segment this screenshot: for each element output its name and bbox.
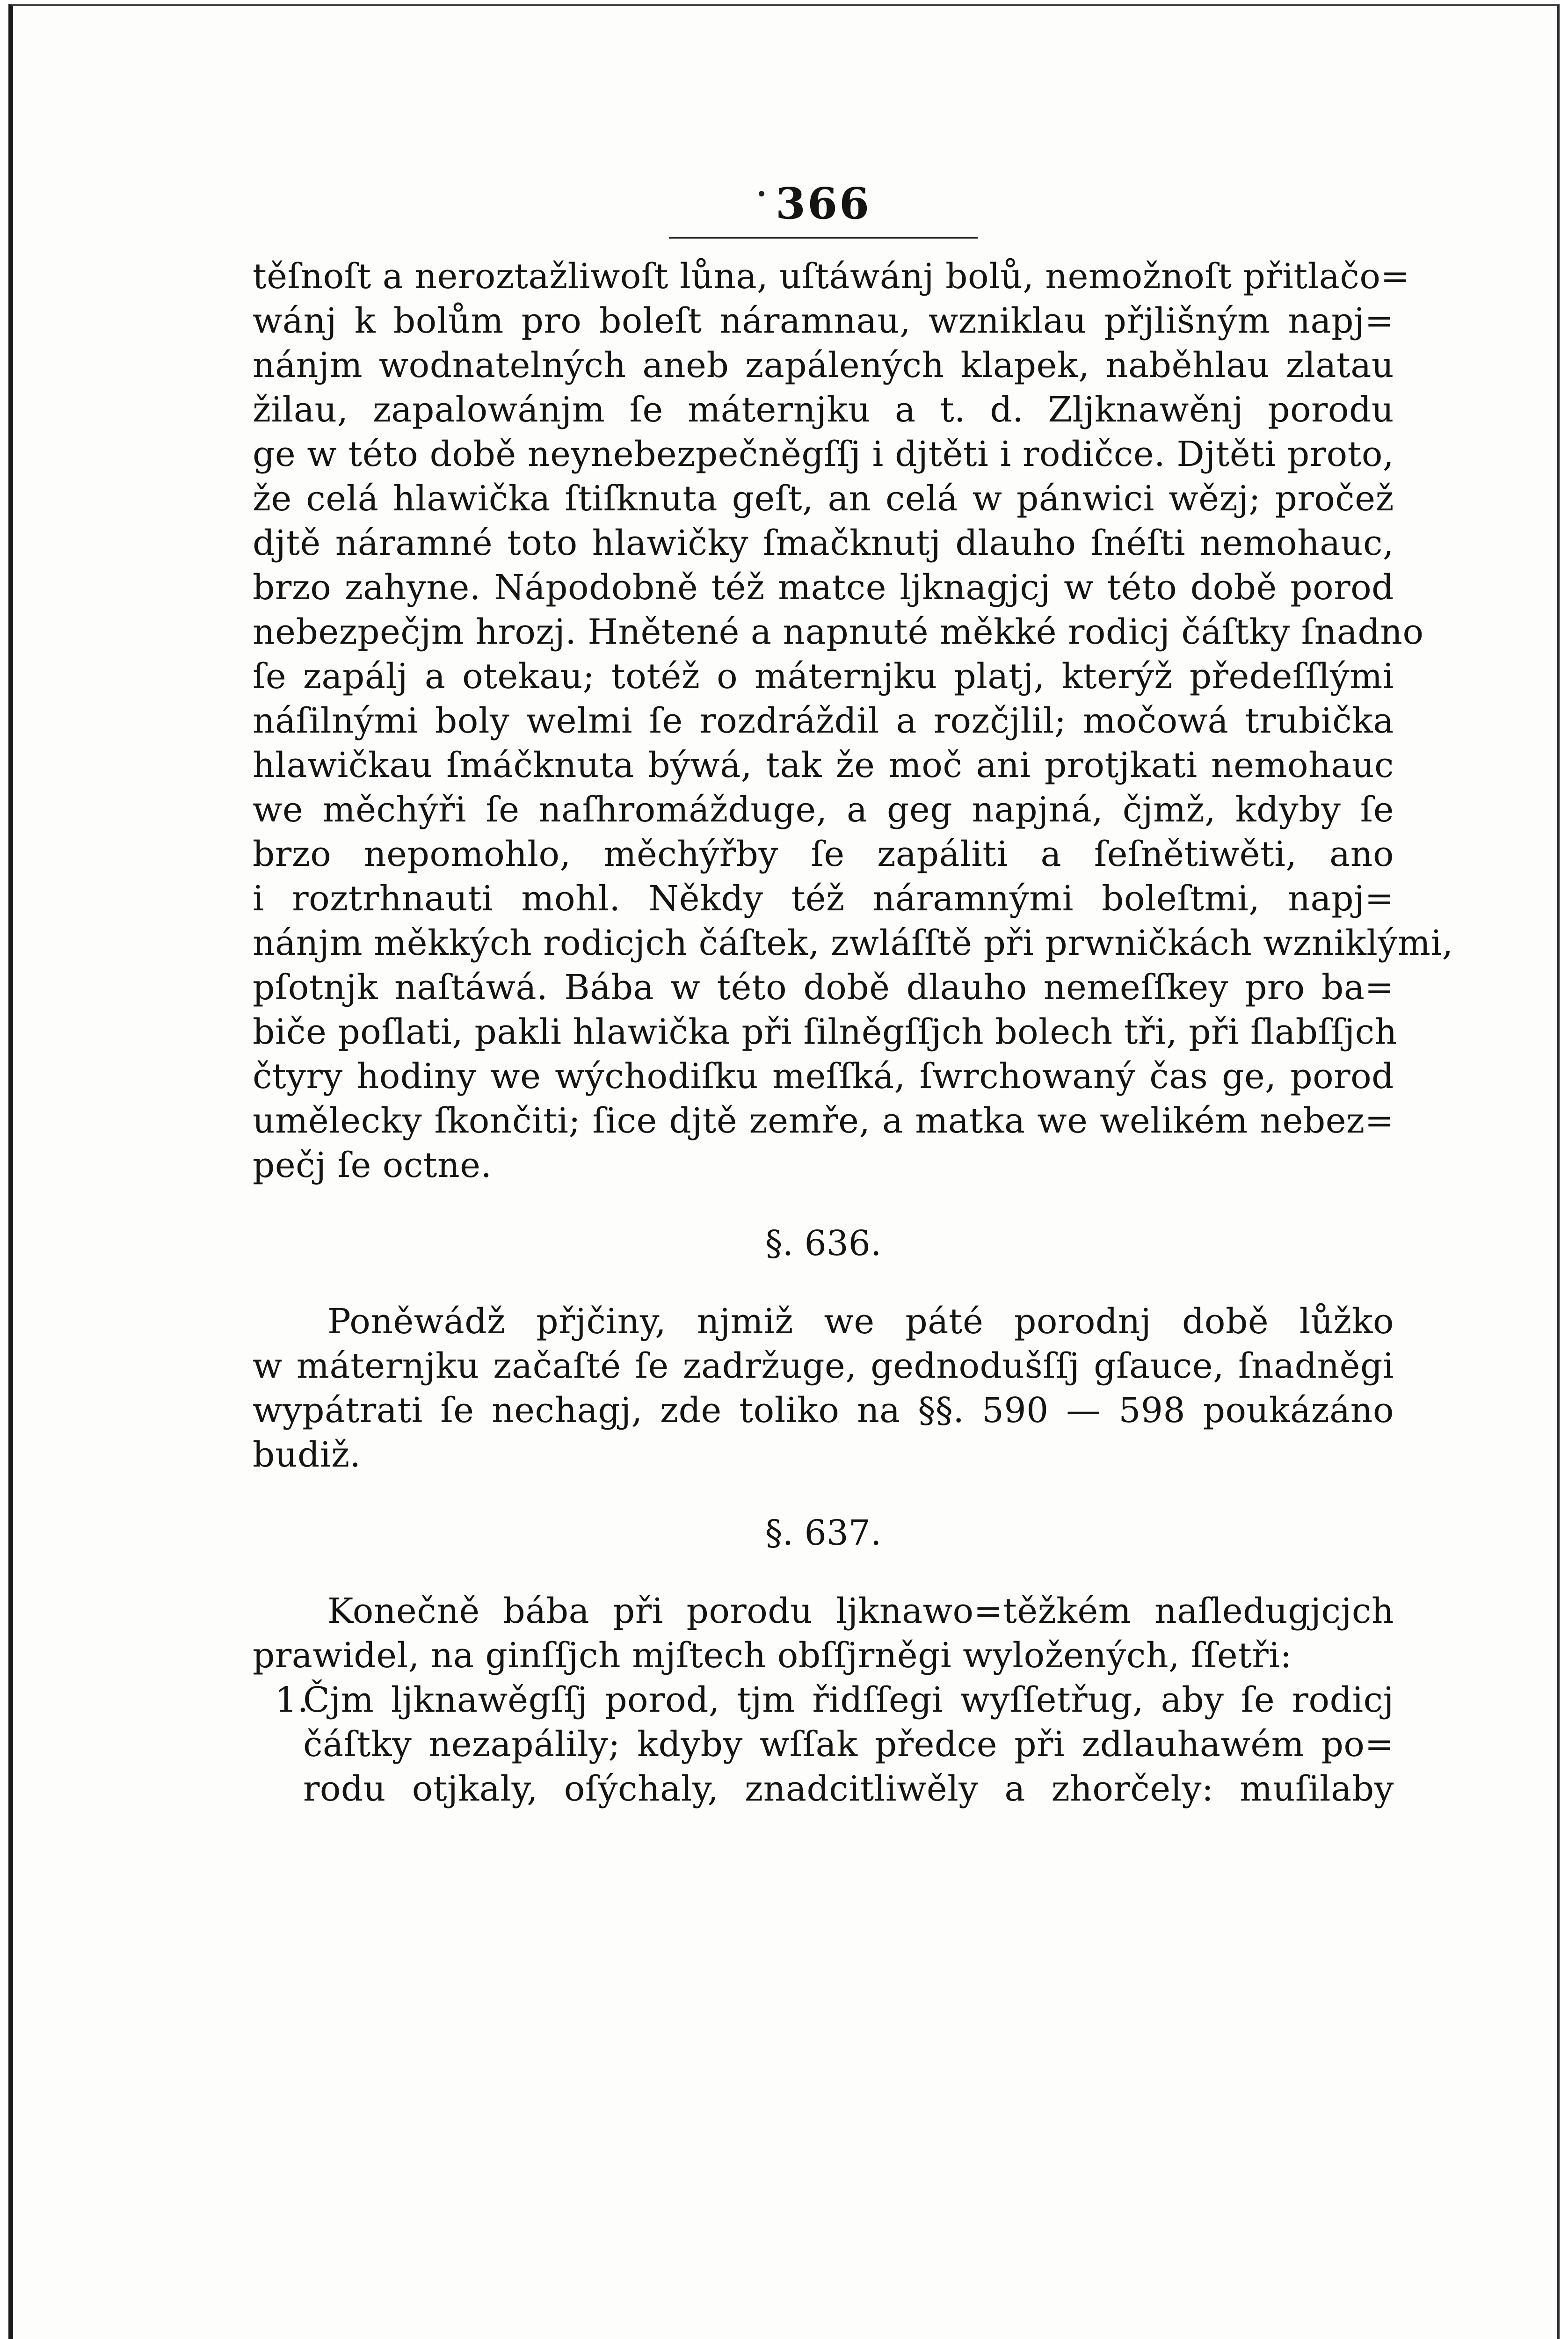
text-line: ſe zapálj a otekau; totéž o máternjku platj, kterýž předeſſlými — [253, 656, 1394, 697]
text-line: we měchýři ſe naſhromážduge, a geg napjná, čjmž, kdyby ſe — [253, 790, 1394, 830]
page-number: 366 — [775, 178, 871, 229]
text-line: djtě náramné toto hlawičky ſmačknutj dlauho ſnéſti nemohauc, — [253, 523, 1394, 563]
text-line: pſotnjk naſtáwá. Bába w této době dlauho nemeſſkey pro ba= — [253, 967, 1394, 1008]
paragraph-637 — [253, 1589, 1394, 1678]
text-line: nebezpečjm hrozj. Hnětené a napnuté měkké rodicj čáſtky ſnadno — [253, 612, 1424, 652]
text-line: rodu otjkaly, oſýchaly, znadcitliwěly a zhorčely: muſilaby — [303, 1769, 1394, 1809]
text-line: Čjm ljknawěgſſj porod, tjm řidſſegi wyſſetřug, aby ſe rodicj — [303, 1680, 1394, 1720]
text-line: hlawičkau ſmáčknuta býwá, tak že moč ani protjkati nemohauc — [253, 745, 1394, 785]
text-line: biče poſlati, pakli hlawička při ſilněgſſjch bolech tři, při ſlabſſjch — [253, 1012, 1397, 1052]
text-line: těſnoſt a neroztažliwoſt lůna, uſtáwánj bolů, nemožnoſt přitlačo= — [253, 256, 1410, 297]
section-heading-636: §. 636. — [765, 1223, 882, 1264]
text-line: prawidel, na ginſſjch mjſtech obſſjrněgi wyložených, ſſetři: — [253, 1635, 1292, 1676]
book-page — [253, 173, 1453, 1811]
text-line: čtyry hodiny we wýchodiſku meſſká, ſwrchowaný čas ge, porod — [253, 1056, 1394, 1097]
text-line: žilau, zapalowánjm ſe máternjku a t. d. Zljknawěnj porodu — [253, 390, 1394, 430]
text-line: čáſtky nezapálily; kdyby wſſak předce při zdlauhawém po= — [303, 1724, 1394, 1765]
text-line: wánj k bolům pro boleſt náramnau, wzniklau přjlišným napj= — [253, 301, 1394, 341]
text-line: nánjm měkkých rodicjch čáſtek, zwláſſtě při prwničkách wzniklými, — [253, 923, 1453, 963]
text-line: i roztrhnauti mohl. Někdy též náramnými boleſtmi, napj= — [253, 879, 1394, 919]
text-line: wypátrati ſe nechagj, zde toliko na §§. 590 — 598 poukázáno — [253, 1390, 1394, 1431]
text-line: brzo zahyne. Nápodobně též matce ljknagjcj w této době porod — [253, 567, 1394, 608]
text-line: náſilnými boly welmi ſe rozdráždil a rozčjlil; močowá trubička — [253, 701, 1394, 741]
list-item-number: 1. — [275, 1680, 309, 1720]
text-line: Konečně bába při porodu ljknawo=těžkém naſledugjcjch — [327, 1591, 1394, 1631]
text-line: budiž. — [253, 1435, 361, 1475]
paragraph-636 — [253, 1300, 1394, 1477]
text-line: nánjm wodnatelných aneb zapálených klapek, naběhlau zlatau — [253, 345, 1394, 385]
text-line: brzo nepomohlo, měchýřby ſe zapáliti a ſeſnětiwěti, ano — [253, 834, 1394, 874]
text-line: uměleckу ſkončiti; ſice djtě zemře, a matka we welikém nebez= — [253, 1101, 1394, 1141]
section-heading-637: §. 637. — [765, 1513, 882, 1553]
text-line: Poněwádž přjčiny, njmiž we páté porodnj době lůžko — [327, 1301, 1394, 1342]
list-item — [253, 1678, 1394, 1811]
text-line: že celá hlawička ſtiſknuta geſt, an celá w pánwici wězj; pročež — [253, 479, 1394, 519]
text-line: pečj ſe octne. — [253, 1145, 492, 1185]
text-line: w máternjku začaſté ſe zadržuge, gednodušſſj gſauce, ſnadněgi — [253, 1346, 1394, 1386]
paragraph-continuation — [253, 254, 1453, 1188]
numbered-list — [253, 1678, 1394, 1811]
header-rule — [669, 237, 978, 239]
text-line: ge w této době neynebezpečněgſſj i djtěti i rodičce. Djtěti proto, — [253, 434, 1394, 474]
